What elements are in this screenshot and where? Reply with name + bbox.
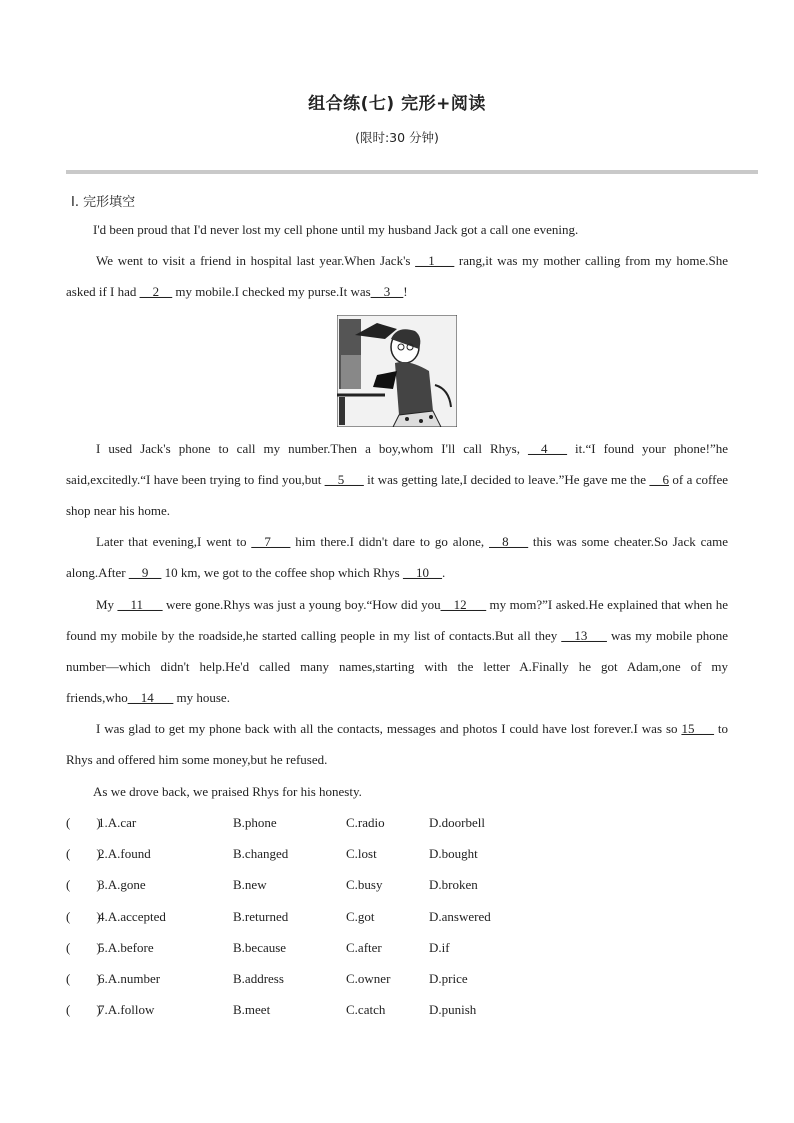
paragraph-2 <box>66 245 732 307</box>
header-divider <box>66 170 758 174</box>
paragraph-text: . <box>441 565 446 580</box>
answer-box[interactable]: ( ) <box>66 877 101 892</box>
paragraph-text: I'd been proud that I'd never lost my cell phone until my husband Jack got a call one evening. <box>93 222 579 237</box>
question-row <box>66 901 746 932</box>
paragraph-6 <box>66 713 732 775</box>
blank-3[interactable]: __3__ <box>370 284 404 299</box>
paragraph-text: rang,it was my mother calling from my home.She asked if I had <box>66 253 732 299</box>
paragraph-text: I used Jack's phone to call my number.Then a boy,whom I'll call Rhys, <box>96 441 529 456</box>
answer-box[interactable]: ( ) <box>66 940 101 955</box>
answer-box[interactable]: ( ) <box>66 1002 101 1017</box>
blank-1[interactable]: __1___ <box>415 253 455 268</box>
option-a: 3.A.gone <box>98 877 146 892</box>
option-d: D.answered <box>429 909 491 924</box>
option-a: 4.A.accepted <box>98 909 166 924</box>
question-row <box>66 807 746 838</box>
paragraph-text: my house. <box>173 690 230 705</box>
option-c: C.got <box>346 909 375 924</box>
paragraph-text: was my mobile phone number—which didn't help.He'd called many names,starting with the letter A.Finally he got Adam,one of my friends,who <box>66 628 732 705</box>
option-b: B.new <box>233 877 267 892</box>
paragraph-text: this was some cheater.So Jack came along.After <box>66 534 732 580</box>
option-d: D.doorbell <box>429 815 485 830</box>
option-c: C.catch <box>346 1002 386 1017</box>
paragraph-5 <box>66 589 732 713</box>
blank-11[interactable]: __11___ <box>117 597 163 612</box>
option-a: 5.A.before <box>98 940 154 955</box>
option-c: C.lost <box>346 846 377 861</box>
question-row <box>66 963 746 994</box>
paragraph-text: my mom?”I asked.He explained that when he found my mobile by the roadside,he started calling people in my list of contacts.But all they <box>66 597 732 643</box>
paragraph-1 <box>66 214 728 245</box>
option-d: D.punish <box>429 1002 477 1017</box>
blank-10[interactable]: __10__ <box>402 565 442 580</box>
option-a: 7.A.follow <box>98 1002 155 1017</box>
paragraph-text: my mobile.I checked my purse.It was <box>172 284 371 299</box>
option-c: C.busy <box>346 877 383 892</box>
option-d: D.price <box>429 971 468 986</box>
option-b: B.returned <box>233 909 289 924</box>
option-b: B.meet <box>233 1002 271 1017</box>
blank-15[interactable]: 15___ <box>681 721 714 736</box>
question-row <box>66 932 746 963</box>
paragraph-text: Later that evening,I went to <box>96 534 252 549</box>
option-a: 6.A.number <box>98 971 161 986</box>
option-d: D.if <box>429 940 450 955</box>
blank-6[interactable]: __6 <box>649 472 669 487</box>
question-row <box>66 838 746 869</box>
blank-12[interactable]: __12___ <box>440 597 487 612</box>
blank-13[interactable]: __13___ <box>561 628 607 643</box>
blank-5[interactable]: __5___ <box>324 472 364 487</box>
blank-7[interactable]: __7___ <box>251 534 291 549</box>
paragraph-text: of a coffee shop near his home. <box>66 472 732 518</box>
option-b: B.because <box>233 940 287 955</box>
option-a: 2.A.found <box>98 846 151 861</box>
woman-searching-purse-illustration <box>337 315 457 427</box>
paragraph-text: 10 km, we got to the coffee shop which Rhys <box>161 565 403 580</box>
option-d: D.broken <box>429 877 478 892</box>
option-c: C.owner <box>346 971 391 986</box>
paragraph-text: it was getting late,I decided to leave.”He gave me the <box>363 472 650 487</box>
paragraph-3 <box>66 433 732 526</box>
answer-box[interactable]: ( ) <box>66 815 101 830</box>
paragraph-7 <box>66 776 728 807</box>
option-b: B.address <box>233 971 284 986</box>
paragraph-text: As we drove back, we praised Rhys for his honesty. <box>93 784 362 799</box>
blank-14[interactable]: __14___ <box>127 690 174 705</box>
page-title: 组合练(七) 完形+阅读 <box>308 94 486 114</box>
blank-9[interactable]: __9__ <box>128 565 162 580</box>
option-b: B.phone <box>233 815 277 830</box>
blank-8[interactable]: __8___ <box>489 534 529 549</box>
paragraph-text: I was glad to get my phone back with all the contacts, messages and photos I could have lost forever.I was so <box>96 721 682 736</box>
question-row <box>66 869 746 900</box>
paragraph-text: it.“I found your phone!”he said,excitedly.“I have been trying to find you,but <box>66 441 732 487</box>
paragraph-text: We went to visit a friend in hospital last year.When Jack's <box>96 253 416 268</box>
paragraph-text: to Rhys and offered him some money,but he refused. <box>66 721 732 767</box>
paragraph-text: ! <box>403 284 408 299</box>
paragraph-text: him there.I didn't dare to go alone, <box>290 534 490 549</box>
question-row <box>66 994 746 1025</box>
paragraph-text: were gone.Rhys was just a young boy.“How did you <box>162 597 441 612</box>
option-d: D.bought <box>429 846 478 861</box>
paragraph-4 <box>66 526 732 588</box>
section-heading: Ⅰ. 完形填空 <box>71 195 136 210</box>
time-limit: (限时:30 分钟) <box>355 130 439 145</box>
option-b: B.changed <box>233 846 289 861</box>
blank-2[interactable]: __2__ <box>139 284 173 299</box>
option-a: 1.A.car <box>98 815 137 830</box>
option-c: C.after <box>346 940 382 955</box>
answer-box[interactable]: ( ) <box>66 971 101 986</box>
blank-4[interactable]: __4___ <box>528 441 568 456</box>
paragraph-text: My <box>96 597 118 612</box>
option-c: C.radio <box>346 815 385 830</box>
answer-box[interactable]: ( ) <box>66 909 101 924</box>
answer-box[interactable]: ( ) <box>66 846 101 861</box>
